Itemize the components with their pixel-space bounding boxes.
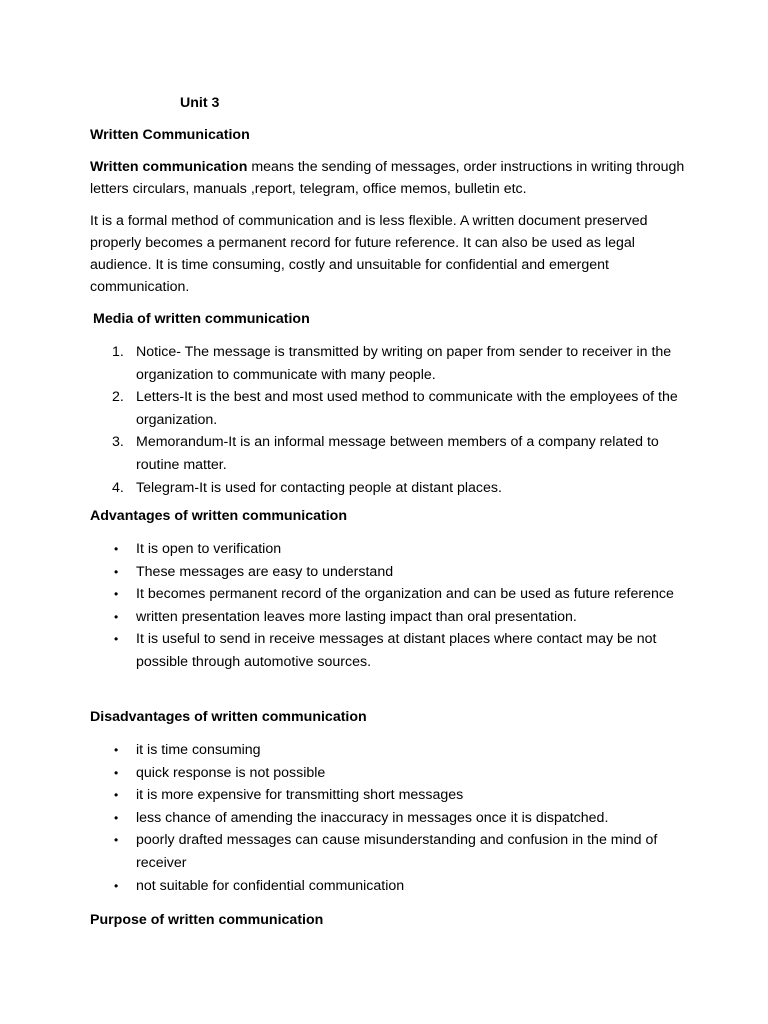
advantages-heading: Advantages of written communication xyxy=(90,508,347,524)
bullet-glyph: • xyxy=(114,788,119,803)
bullet-glyph: • xyxy=(114,878,119,893)
intro-paragraph xyxy=(90,156,690,200)
list-item xyxy=(112,538,692,561)
list-item-text: quick response is not possible xyxy=(136,764,326,781)
bullet-glyph: • xyxy=(114,542,119,556)
list-item xyxy=(112,628,692,673)
list-item-text: It is open to verification xyxy=(136,541,282,557)
paragraph-formal-method-text: It is a formal method of communication and is less flexible. A written document preserved properly becomes a permanent record for future reference. It can also be used as legal audience. It is time consuming, costly and unsuitable for confidential and emergent communication. xyxy=(90,213,648,295)
bullet-glyph: • xyxy=(114,632,119,647)
media-list xyxy=(112,341,692,499)
disadvantages-heading: Disadvantages of written communication xyxy=(90,709,367,725)
list-item-text: Telegram-It is used for contacting people at distant places. xyxy=(136,479,502,496)
list-item-text: it is time consuming xyxy=(136,742,261,758)
list-item-text: less chance of amending the inaccuracy in messages once it is dispatched. xyxy=(136,809,609,826)
advantages-list xyxy=(112,538,692,674)
intro-term: Written communication xyxy=(90,159,248,175)
list-item-text: These messages are easy to understand xyxy=(136,563,394,580)
bullet-glyph: • xyxy=(114,609,119,624)
bullet-glyph: • xyxy=(114,810,119,825)
list-item xyxy=(112,875,692,898)
list-item xyxy=(112,583,692,606)
unit-title: Unit 3 xyxy=(180,95,220,111)
section-title: Written Communication xyxy=(90,127,250,143)
list-item xyxy=(112,477,692,500)
list-item-text: It is useful to send in receive messages at distant places where contact may be not possible through automotive sources. xyxy=(136,631,657,670)
list-item-text: it is more expensive for transmitting short messages xyxy=(136,787,464,804)
list-item xyxy=(112,784,692,807)
list-item-text: poorly drafted messages can cause misunderstanding and confusion in the mind of receiver xyxy=(136,832,658,871)
list-number: 2. xyxy=(112,389,124,406)
list-item xyxy=(112,431,692,476)
list-item xyxy=(112,829,692,874)
list-item xyxy=(112,341,692,386)
bullet-glyph: • xyxy=(114,587,119,602)
intro-text: means the sending of messages, order instructions in writing through letters circulars, manuals ,report, telegram, office memos, bulletin etc. xyxy=(90,159,685,197)
media-heading: Media of written communication xyxy=(93,311,310,327)
list-item xyxy=(112,762,692,785)
list-item xyxy=(112,739,692,762)
paragraph-formal-method xyxy=(90,210,690,298)
list-item xyxy=(112,606,692,629)
list-item-text: written presentation leaves more lasting impact than oral presentation. xyxy=(136,608,577,625)
list-item xyxy=(112,561,692,584)
list-item-text: Letters-It is the best and most used method to communicate with the employees of the organization. xyxy=(136,389,678,428)
list-number: 1. xyxy=(112,344,124,360)
bullet-glyph: • xyxy=(114,765,119,780)
list-item-text: Notice- The message is transmitted by writing on paper from sender to receiver in the organization to communicate with many people. xyxy=(136,344,672,383)
bullet-glyph: • xyxy=(114,833,119,848)
bullet-glyph: • xyxy=(114,743,119,757)
list-number: 3. xyxy=(112,434,124,451)
purpose-heading: Purpose of written communication xyxy=(90,912,324,928)
list-item xyxy=(112,807,692,830)
list-item-text: Memorandum-It is an informal message between members of a company related to routine matter. xyxy=(136,434,659,473)
bullet-glyph: • xyxy=(114,564,119,579)
list-item-text: It becomes permanent record of the organization and can be used as future reference xyxy=(136,586,674,603)
list-item xyxy=(112,386,692,431)
list-item-text: not suitable for confidential communication xyxy=(136,877,405,894)
list-number: 4. xyxy=(112,479,124,496)
disadvantages-list xyxy=(112,739,692,897)
